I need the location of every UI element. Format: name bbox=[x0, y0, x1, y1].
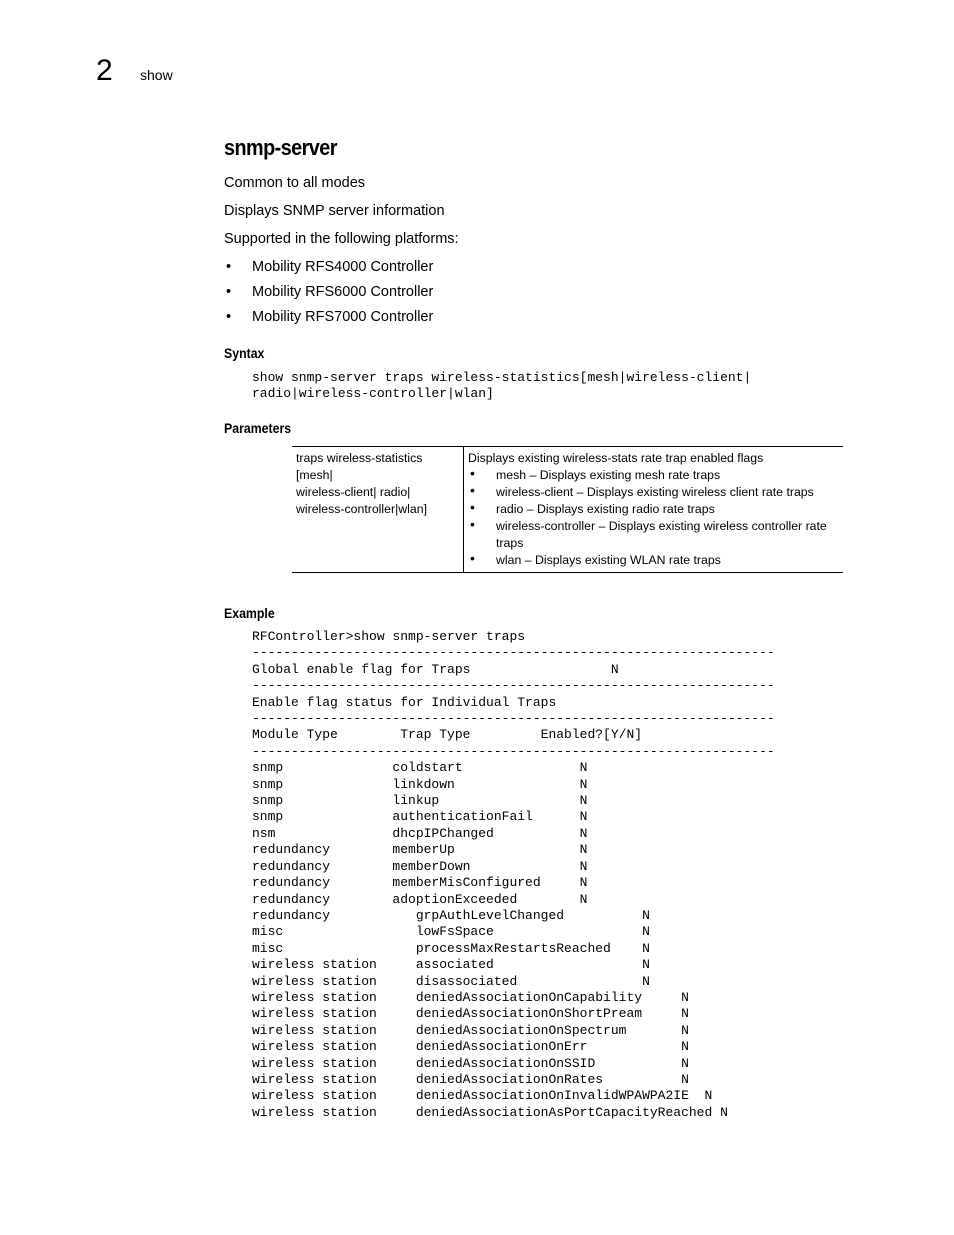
list-item bbox=[468, 552, 839, 569]
platform-name: Mobility RFS6000 Controller bbox=[252, 284, 434, 300]
param-option: wlan – Displays existing WLAN rate traps bbox=[496, 553, 721, 567]
list-item bbox=[468, 484, 839, 501]
param-desc: Displays existing wireless-stats rate trap enabled flags bbox=[468, 451, 764, 465]
bullet-icon: • bbox=[470, 499, 475, 515]
param-option: wireless-controller – Displays existing wireless controller rate traps bbox=[496, 519, 827, 550]
bullet-icon: • bbox=[470, 465, 475, 481]
example-heading: Example bbox=[224, 605, 275, 621]
bullet-icon: • bbox=[470, 550, 475, 566]
platform-name: Mobility RFS7000 Controller bbox=[252, 309, 434, 325]
param-name: traps wireless-statistics [mesh| wireless-client| radio| wireless-controller|wlan] bbox=[296, 451, 427, 516]
bullet-icon: • bbox=[470, 516, 475, 532]
parameters-heading: Parameters bbox=[224, 420, 292, 436]
platform-name: Mobility RFS4000 Controller bbox=[252, 259, 434, 275]
syntax-code: show snmp-server traps wireless-statistics[mesh|wireless-client| radio|wireless-controller|wlan] bbox=[252, 370, 752, 402]
mode-text: Common to all modes bbox=[224, 175, 366, 191]
param-option: radio – Displays existing radio rate traps bbox=[496, 502, 715, 516]
chapter-number: 2 bbox=[96, 54, 113, 87]
param-name-cell bbox=[292, 447, 464, 573]
description-text: Displays SNMP server information bbox=[224, 203, 445, 219]
bullet-icon: • bbox=[226, 309, 232, 325]
param-option-list bbox=[468, 467, 839, 569]
chapter-title: show bbox=[140, 67, 173, 83]
syntax-heading: Syntax bbox=[224, 345, 265, 361]
list-item bbox=[468, 501, 839, 518]
list-item bbox=[468, 467, 839, 484]
bullet-icon: • bbox=[226, 259, 232, 275]
param-option: wireless-client – Displays existing wireless client rate traps bbox=[496, 485, 814, 499]
list-item bbox=[468, 518, 839, 552]
bullet-icon: • bbox=[226, 284, 232, 300]
platforms-intro: Supported in the following platforms: bbox=[224, 231, 459, 247]
param-desc-cell bbox=[464, 447, 844, 573]
section-title: snmp-server bbox=[224, 135, 337, 160]
example-code: RFController>show snmp-server traps ------------------------------------------------------------------- Global enable flag for Traps N ------------------------------------------------------------------- Enable flag status for Individual Traps ------------------------------------------------------------------- Module Type Trap Type Enabled?[Y/N] ------------------------------------------------------------------- snmp coldstart N snmp linkdown N snmp linkup N snmp authenticationFail N nsm dhcpIPChanged N redundancy memberUp N redundancy memberDown N redundancy memberMisConfigured N redundancy adoptionExceeded N redundancy grpAuthLevelChanged N misc lowFsSpace N misc processMaxRestartsReached N wireless station associated N wireless station disassociated N wireless station deniedAssociationOnCapability N wireless station deniedAssociationOnShortPream N wireless station deniedAssociationOnSpectrum N wireless station deniedAssociationOnErr N wireless station deniedAssociationOnSSID N wireless station deniedAssociationOnRates N wireless station deniedAssociationOnInvalidWPAWPA2IE N wireless station deniedAssociationAsPortCapacityReached N bbox=[252, 629, 775, 1120]
param-option: mesh – Displays existing mesh rate traps bbox=[496, 468, 721, 482]
table-row bbox=[292, 447, 843, 573]
parameters-table bbox=[292, 446, 843, 573]
bullet-icon: • bbox=[470, 482, 475, 498]
